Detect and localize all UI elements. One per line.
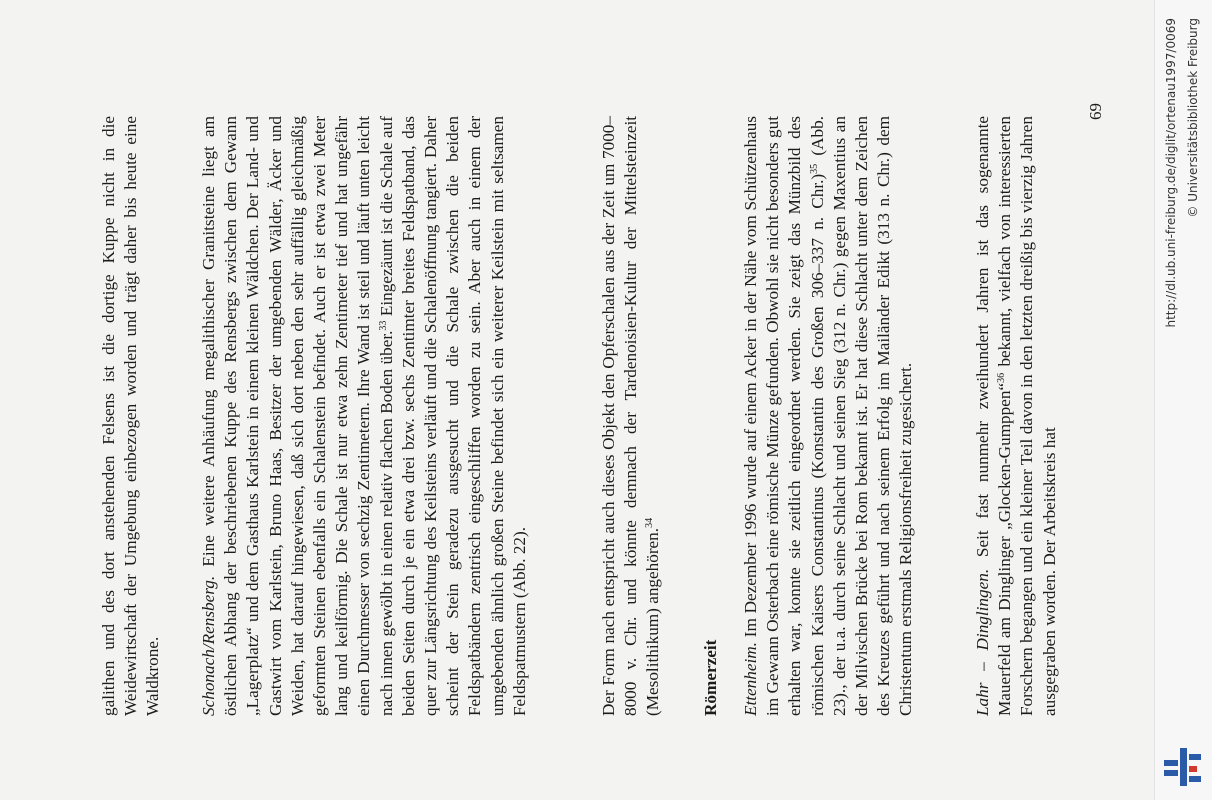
copyright-notice: © Universitätsbibliothek Freiburg (1186, 18, 1200, 218)
footnote-ref-35: 35 (808, 163, 820, 174)
ub-freiburg-logo-icon (1162, 744, 1206, 790)
paragraph-ettenheim (740, 116, 918, 716)
place-title-lahr: Lahr – Dinglingen. (973, 568, 992, 716)
source-url-link[interactable]: http://dl.ub.uni-freiburg.de/diglit/ortenau1997/0069 (1164, 18, 1178, 328)
paragraph-ettenheim-text-a: Im Dezember 1996 wurde auf einem Acker in der Nähe vom Schützenhaus im Gewann Osterbach eine römische Münze gefunden. Obwohl sie nicht besonders gut erhalten war, konnte sie zeitlich eingeordnet werden. Sie zeigt das Münzbild des römischen Kaisers Constantinus (Konstantin des Großen 306–337 n. Chr.) (741, 116, 827, 716)
footnote-ref-34: 34 (644, 517, 656, 528)
section-roemerzeit (700, 116, 722, 716)
paragraph-schonach (198, 116, 531, 716)
paragraph-lahr (972, 116, 1061, 716)
section-heading: Römerzeit (701, 639, 720, 716)
paragraph-intro-text: galithen und des dort anstehenden Felsens ist die dortige Kuppe nicht in die Weidewirtschaft der Umgebung einbezogen worden und trägt daher bis heute eine Waldkrone. (99, 116, 163, 716)
footnote-ref-36: 36 (996, 372, 1008, 383)
paragraph-lahr-text-a: Seit fast nunmehr zweihundert Jahren ist das sogenannte Mauerfeld am Dinglinger „Glocken-Gumppen“ (973, 116, 1015, 716)
sidebar-text (1160, 0, 1212, 800)
paragraph-schonach-text-a: Eine weitere Anhäufung megalithischer Granitsteine liegt am östlichen Abhang der beschriebenen Kuppe des Rensbergs zwischen dem Gewann „Lagerplatz“ und dem Gasthaus Karlstein in einem kleinen Wäldchen. Der Land- und Gastwirt vom Karlstein, Bruno Haas, Besitzer der umgebenden Wälder, Äcker und Weiden, hat darauf hingewiesen, daß sich dort neben den sehr auffällig gleichmäßig geformten Steinen ebenfalls ein Schalenstein befindet. Auch er ist etwa zwei Meter lang und keilförmig. Die Schale ist nur etwa zehn Zentimeter tief und hat ungefähr einen Durchmesser von sechzig Zentimetern. Ihre Wand ist steil und läuft unten leicht nach innen gewölbt in einen relativ flachen Boden über. (199, 116, 396, 716)
footnote-ref-33: 33 (377, 320, 389, 331)
paragraph-intro (98, 116, 165, 716)
page-number: 69 (1086, 103, 1105, 120)
place-title-schonach: Schonach/Rensberg. (199, 575, 218, 716)
place-title-ettenheim: Ettenheim. (741, 642, 760, 716)
paragraph-schonach-text-b: Eingezäunt ist die Schale auf beiden Seiten durch je ein etwa drei bzw. sechs Zentimter breites Feldspatband, das quer zur Längsrichtung des Keilsteins verläuft und die Schalenöffnung tangiert. Daher scheint der Stein geradezu ausgesucht und die Schale zwischen die beiden Feldspatbändern zentrisch eingeschliffen worden zu sein. Aber auch in einem der umgebenden ähnlich großen Steine befindet sich ein weiterer Keilstein mit seltsamen Feldspatmustern (Abb. 22). (376, 116, 529, 716)
paragraph-lahr-text-b: bekannt, vielfach von interessierten Forschern begangen und ein kleiner Teil davon in den letzten dreißig bis vierzig Jahren ausgegraben worden. Der Arbeitskreis hat (995, 116, 1059, 716)
paragraph-form (598, 116, 665, 716)
paragraph-ettenheim-text-b: (Abb. 23)., der u.a. durch seine Schlacht und seinen Sieg (312 n. Chr.) gegen Maxentius an der Milvischen Brücke bei Rom bekannt ist. Er hat diese Schlacht unter dem Zeichen des Kreuzes geführt und nach seinem Erfolg im Mailänder Edikt (313 n. Chr.) dem Christentum erstmals Religionsfreiheit zugesichert. (807, 116, 916, 716)
paragraph-form-text: Der Form nach entspricht auch dieses Objekt den Opferschalen aus der Zeit um 7000–8000 v. Chr. und könnte demnach der Tardenoisien-Kultur der Mittelsteinzeit (Mesolithikum) angehören. (599, 116, 663, 716)
